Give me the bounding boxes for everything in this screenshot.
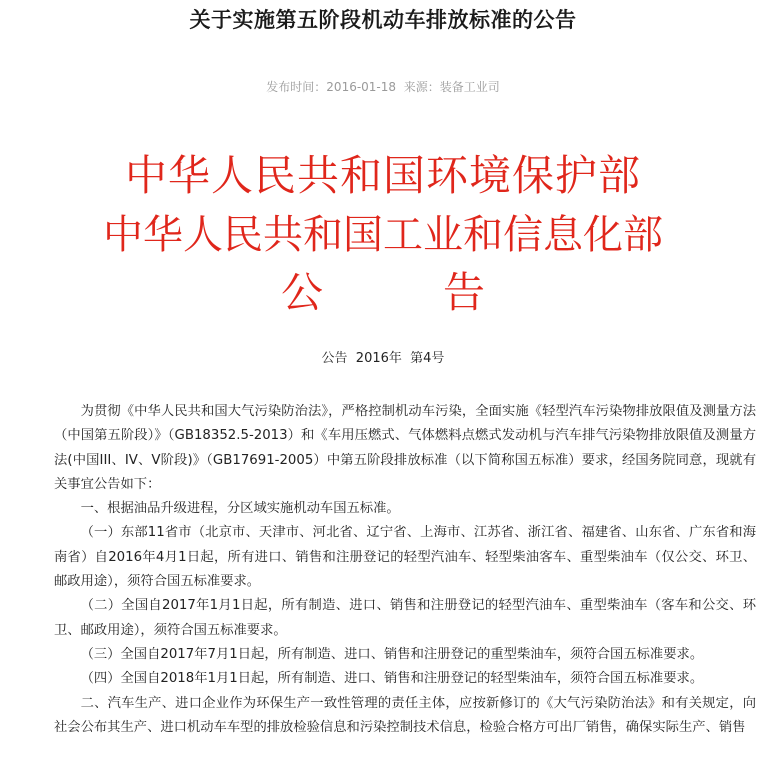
- paragraph-intro: 为贯彻《中华人民共和国大气污染防治法》，严格控制机动车污染，全面实施《轻型汽车污染物排放限值及测量方法（中国第五阶段）》（GB18352.5-2013）和《车用压燃式、气体燃料点燃式发动机与汽车排气污染物排放限值及测量方法(中国III、IV、V阶段)》（GB17691-2005）中第五阶段排放标准（以下简称国五标准）要求，经国务院同意，现就有关事宜公告如下：: [54, 404, 756, 492]
- paragraph-item-3: （三）全国自2017年7月1日起，所有制造、进口、销售和注册登记的重型柴油车，须符合国五标准要求。: [80, 646, 704, 662]
- document-body: [54, 400, 756, 740]
- publish-date: 发布时间：2016-01-18: [266, 80, 397, 94]
- red-header-line-1: 中华人民共和国环境保护部: [124, 151, 641, 200]
- article-title: 关于实施第五阶段机动车排放标准的公告: [189, 8, 577, 32]
- red-header-line-3: 公告: [280, 268, 605, 317]
- document-number: 公告 2016年 第4号: [321, 351, 445, 366]
- article-meta: [0, 78, 766, 95]
- paragraph-section-2: 二、汽车生产、进口企业作为环保生产一致性管理的责任主体，应按新修订的《大气污染防治法》和有关规定，向社会公布其生产、进口机动车车型的排放检验信息和污染控制技术信息，检验合格方可出厂销售，确保实际生产、销售: [54, 695, 756, 735]
- source: 来源：装备工业司: [403, 80, 500, 94]
- paragraph-item-4: （四）全国自2018年1月1日起，所有制造、进口、销售和注册登记的轻型柴油车，须符合国五标准要求。: [80, 671, 704, 687]
- paragraph-item-2: （二）全国自2017年1月1日起，所有制造、进口、销售和注册登记的轻型汽油车、重型柴油车（客车和公交、环卫、邮政用途），须符合国五标准要求。: [54, 598, 756, 638]
- paragraph-section-1: 一、根据油品升级进程，分区域实施机动车国五标准。: [80, 501, 400, 517]
- red-header-line-2: 中华人民共和国工业和信息化部: [103, 212, 663, 258]
- paragraph-item-1: （一）东部11省市（北京市、天津市、河北省、辽宁省、上海市、江苏省、浙江省、福建省、山东省、广东省和海南省）自2016年4月1日起，所有进口、销售和注册登记的轻型汽油车、轻型柴油客车、重型柴油车（仅公交、环卫、邮政用途），须符合国五标准要求。: [54, 525, 756, 590]
